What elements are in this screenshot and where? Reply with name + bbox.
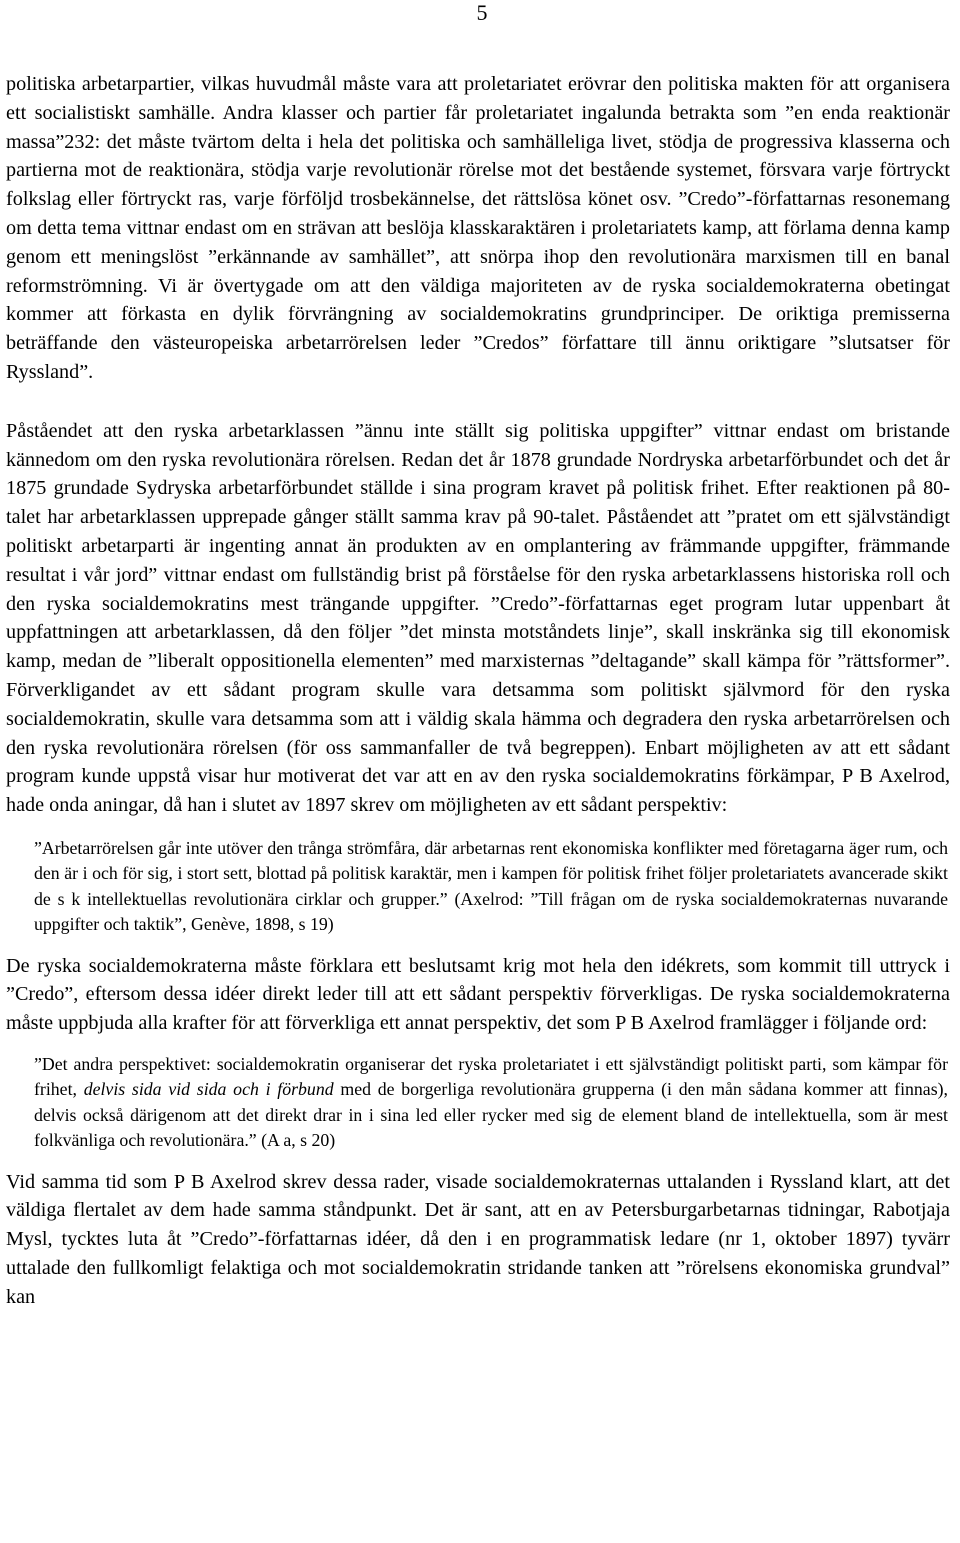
paragraph-rabotjaja-mysl: Vid samma tid som P B Axelrod skrev dessa rader, visade socialdemokraternas uttalanden i Ryssland klart, att det väldiga flertalet av dem hade samma ståndpunkt. Det är sant, att en av Petersburgarbetarnas tidningar, Rabotjaja Mysl, tycktes luta åt ”Credo”-författarnas idéer, då den i en programmatisk ledare (nr 1, oktober 1897) tyvärr uttalade den fullkomligt felaktiga och mot socialdemokratin stridande tanken att ”rörelsens ekonomiska grundval” kan (6, 1170, 950, 1308)
paragraph-credo-critique: politiska arbetarpartier, vilkas huvudmål måste vara att proletariatet erövrar den politiska makten för att organisera ett socialistiskt samhälle. Andra klasser och partier får proletariatet ingalunda betrakta som ”en enda reaktionär massa”232: det måste tvärtom delta i hela det politiska och samhälleliga livet, stödja de progressiva klasserna och partierna mot de reaktionära, stödja varje revolutionär rörelse mot det bestående systemet, försvara varje förtryckt folkslag eller förtryckt ras, varje förföljd trosbekännelse, det rättslösa könet osv. ”Credo”-författarnas resonemang om detta tema vittnar endast om en strävan att beslöja klasskaraktären i proletariatets kamp, att förlama denna kamp genom ett meningslöst ”erkännande av samhället”, att snörpa ihop den revolutionära marxismen till en banal reformströmning. Vi är övertygade om att den väldiga majoriteten av de ryska socialdemokraterna obetingat kommer att förkasta en dylik förvrängning av socialdemokratins grundprinciper. De oriktiga premisserna beträffande den västeuropeiska arbetarrörelsen leder ”Credos” författare till ännu oriktigare ”slutsatser för Ryssland”. (6, 73, 950, 383)
quote-emphasis: delvis sida vid sida och i förbund (83, 1079, 334, 1100)
paragraph-political-tasks: Påståendet att den ryska arbetarklassen ”ännu inte ställt sig politiska uppgifter” vittnar endast om bristande kännedom om den ryska revolutionära rörelsen. Redan det år 1878 grundade Nordryska arbetarförbundet och det år 1875 grundade Sydryska arbetarförbundet ställde i sina program kravet på politisk frihet. Efter reaktionen på 80-talet har arbetarklassen upprepade gånger ställt samma krav på 90-talet. Påståendet att ”pratet om ett självständigt politiskt arbetarparti är ingenting annat än produkten av en omplantering av främmande uppgifter, främmande resultat i vår jord” vittnar endast om fullständig brist på förståelse för den ryska arbetarklassens historiska roll och den ryska socialdemokratins mest trängande uppgifter. ”Credo”-författarnas eget program lutar uppenbart åt uppfattningen att arbetarklassen, då den följer ”det minsta motståndets linje”, skall inskränka sig till ekonomisk kamp, medan de ”liberalt oppositionella elementen” med marxisternas ”deltagande” skall kämpa för ”rättsformer”. Förverkligandet av ett sådant program skulle vara detsamma som politiskt självmord för den ryska socialdemokratin, skulle vara detsamma som att i väldig skala hämma och degradera den ryska arbetarrörelsen och den ryska revolutionära rörelsen (för oss sammanfaller de två begreppen). Enbart möjligheten av att ett sådant program kunde uppstå visar hur motiverat det var att en av den ryska socialdemokratins förkämpar, P B Axelrod, hade onda aningar, då han i slutet av 1897 skrev om möjligheten av ett sådant perspektiv: (6, 419, 950, 817)
block-quote-axelrod-1: ”Arbetarrörelsen går inte utöver den trånga strömfåra, där arbetarnas rent ekonomiska konflikter med företagarna äger rum, och den är i och för sig, i stort sett, blottad på politisk karaktär, men i kampen för politisk frihet följer proletariatets avancerade skikt de s k intellektuellas revolutionära cirklar och grupper.” (Axelrod: ”Till frågan om de ryska socialdemokraternas nuvarande uppgifter och taktik”, Genève, 1898, s 19) (34, 837, 948, 935)
quote-text-start: ”Det andra perspektivet: socialdemokratin organiserar det ryska proletariatet i ett självständigt politiskt parti, som kämpar för frihet, (34, 1053, 948, 1100)
paragraph-declare-war: De ryska socialdemokraterna måste förklara ett beslutsamt krig mot hela den idékrets, som kommit till uttryck i ”Credo”, eftersom dessa idéer direkt leder till att ett sådant perspektiv förverkligas. De ryska socialdemokraterna måste uppbjuda alla krafter för att förverkliga ett annat perspektiv, det som P B Axelrod framlägger i följande ord: (6, 954, 950, 1035)
document-body (6, 70, 950, 1312)
page-number: 5 (476, 0, 488, 25)
block-quote-axelrod-2 (34, 1052, 948, 1154)
quote-text-end: med de borgerliga revolutionära grupperna (i den mån sådana kommer att finnas), delvis också därigenom att det direkt drar in i sina led eller rycker med sig de element bland de intellektuella, som är mest folkvänliga och revolutionära.” (A a, s 20) (34, 1079, 948, 1151)
